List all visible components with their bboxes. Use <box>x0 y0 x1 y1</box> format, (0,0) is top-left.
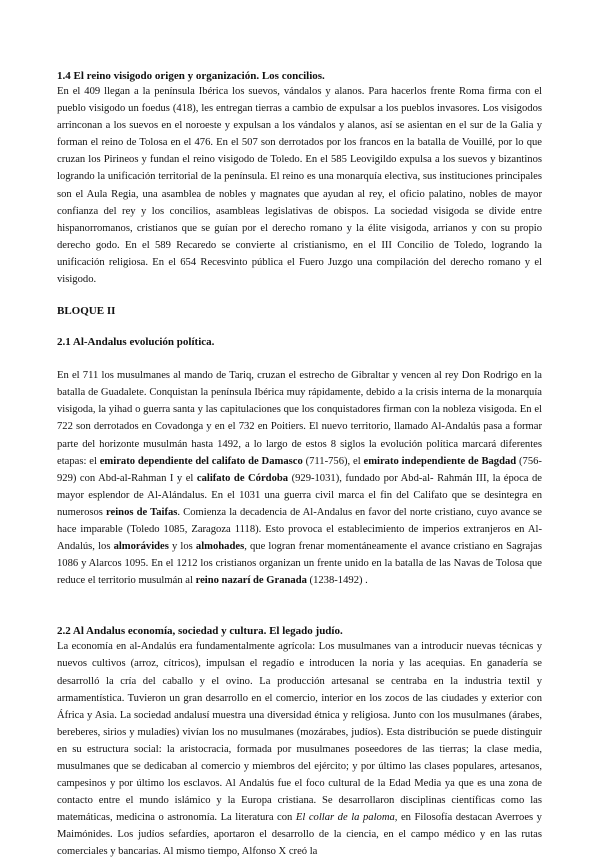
emphasis-almohades: almohades <box>195 541 245 553</box>
emphasis-reino-nazari: reino nazarí de Granada <box>195 575 307 587</box>
section-1-4-title: 1.4 El reino visigodo origen y organización. Los concilios. <box>57 70 325 82</box>
emphasis-reinos-taifas: reinos de Taifas <box>106 506 178 518</box>
emphasis-almoravides: almorávides <box>113 541 169 553</box>
section-1-4-body: En el 409 llegan a la península Ibérica los suevos, vándalos y alanos. Para hacerlos frente Roma firma con el pueblo visigodo un foedus (418), les entregan tierras a cambio de expulsar a los pueblos invasores. Los visigodos arrinconan a los suevos en el noroeste y expulsan a los vándalos y alanos, así se asientan en el sur de la Galia y forman el reino de Tolosa en el 476. En el 507 son derrotados por los francos en la batalla de Vouillé, por lo que cruzan los Pirineos y fundan el reino visigodo de Toledo. En el 585 Leovigildo expulsa a los suevos y bizantinos logrando la unificación territorial de la península. El reino es una monarquía electiva, sus instituciones principales son el Aula Regia, una asamblea de nobles y magnates que ayudan al rey, el oficio palatino, nobles de mayor confianza del rey y los concilios, asambleas legislativas de obispos. La sociedad visigoda se divide entre hispanorromanos, cristianos que se guían por el derecho romano y la élite visigoda, arrianos y con su propio derecho godo. En el 589 Recaredo se convierte al cristianismo, en el III Concilio de Toledo, logrando la unificación religiosa. En el 654 Recesvinto pública el Fuero Juzgo una compilación del derecho romano y el visigodo. <box>57 86 542 286</box>
emphasis-califato-cordoba: califato de Córdoba <box>196 472 289 484</box>
section-2-1-body: En el 711 los musulmanes al mando de Tariq, cruzan el estrecho de Gibraltar y vencen al rey Don Rodrigo en la batalla de Guadalete. Conquistan la península Ibérica muy rápidamente, debido a la crisis interna de la monarquía visigoda, la yihad o guerra santa y las capitulaciones que los conquistadores firman con la nobleza visigoda. En el 722 son derrotados en Covadonga y en el 732 en Poitiers. El nuevo territorio, llamado Al-Andalús pasa a formar parte del horizonte musulmán hasta 1492, a lo largo de estos 8 siglos la evolución política marcará diferentes etapas: el emirato dependiente del califato de Damasco (711-756), el emirato independiente de Bagdad (756-929) con Abd-al-Rahman I y el califato de Córdoba (929-1031), fundado por Abd-al- Rahmán III, la época de mayor esplendor de Al-Alándalus. En el 1031 una guerra civil marca el fin del Califato que se desintegra en numerosos reinos de Taifas. Comienza la decadencia de Al-Andalus en favor del norte cristiano, cuyo avance se hace imparable (Toledo 1085, Zaragoza 1118). Esto provoca el establecimiento de imperios extranjeros en Al-Andalús, los almorávides y los almohades, que logran frenar momentáneamente el avance cristiano en Sagrajas 1086 y Alarcos 1095. En el 1212 los cristianos organizan un frente unido en la batalla de las Navas de Tolosa que reduce el territorio musulmán al reino nazarí de Granada (1238-1492) . <box>57 370 542 587</box>
document-content <box>57 70 542 861</box>
section-2-1-title: 2.1 Al-Andalus evolución política. <box>57 336 215 349</box>
emphasis-emirato-dependiente: emirato dependiente del califato de Damasco <box>99 455 303 467</box>
emphasis-collar-paloma: El collar de la paloma, <box>295 812 398 824</box>
section-2-2-body: La economía en al-Andalús era fundamentalmente agrícola: Los musulmanes van a introducir nuevas técnicas y nuevos cultivos (arroz, cítricos), impulsan el regadío e introducen la noria y las acequias. En ganadería se desarrolló la cría del caballo y el ovino. La producción artesanal se centraba en la industria textil y armamentística. Tuvieron un gran desarrollo en el comercio, interior en los zocos de las ciudades y exterior con África y Asia. La sociedad andalusí muestra una diversidad étnica y religiosa. Junto con los musulmanes (árabes, bereberes, sirios y muladíes) vivían los no musulmanes (mozárabes, judíos). Esta distribución se puede distinguir en su estructura social: la aristocracia, formada por musulmanes poseedores de las tierras; la clase media, musulmanes que se dedicaban al comercio y miembros del ejército; y por último las clases populares, artesanos, campesinos y por último los esclavos. Al Andalús fue el foco cultural de la Edad Media ya que es una zona de contacto entre el mundo islámico y la Europa cristiana. Se desarrollaron disciplinas científicas como las matemáticas, medicina o astronomía. La literatura con El collar de la paloma, en Filosofía destacan Averroes y Maimónides. Los judíos sefardíes, aportaron el desarrollo de la ciencia, en el campo médico y en las rutas comerciales y bancarias. Al mismo tiempo, Alfonso X creó la <box>57 641 542 858</box>
section-2-2-title: 2.2 Al Andalus economía, sociedad y cultura. El legado judío. <box>57 625 343 638</box>
emphasis-emirato-independiente: emirato independiente de Bagdad <box>363 455 517 467</box>
bloque-ii-heading: BLOQUE II <box>57 305 116 318</box>
